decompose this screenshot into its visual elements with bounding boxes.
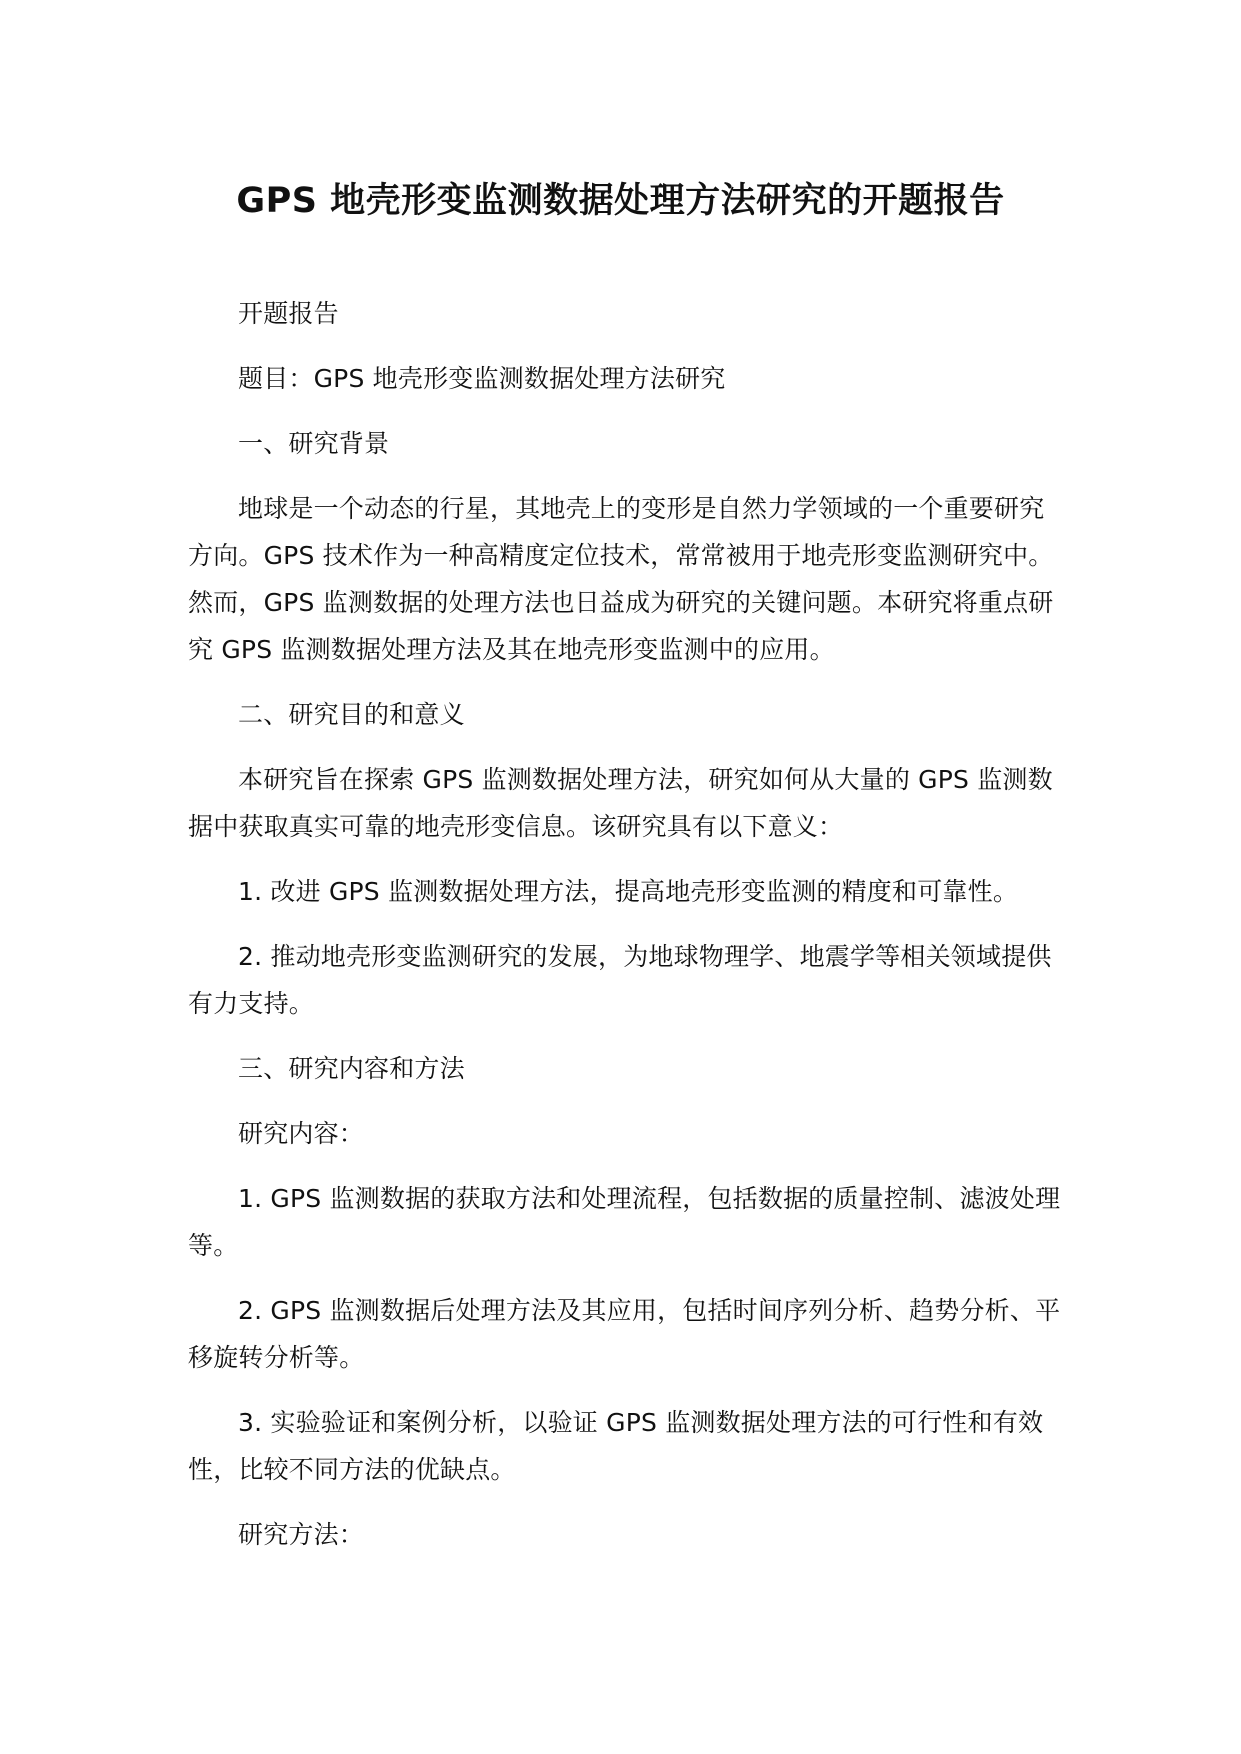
section-heading-purpose: 二、研究目的和意义	[238, 700, 465, 729]
topic-line: 题目：GPS 地壳形变监测数据处理方法研究	[238, 364, 726, 393]
paragraph-purpose: 本研究旨在探索 GPS 监测数据处理方法，研究如何从大量的 GPS 监测数据中获取真实可靠的地壳形变信息。该研究具有以下意义：	[188, 765, 1053, 841]
subheading-methods: 研究方法：	[238, 1520, 365, 1549]
document-title: GPS 地壳形变监测数据处理方法研究的开题报告	[236, 181, 1005, 221]
subheading-content: 研究内容：	[238, 1119, 365, 1148]
list-item-significance-2: 2. 推动地壳形变监测研究的发展，为地球物理学、地震学等相关领域提供有力支持。	[188, 942, 1052, 1018]
list-item-content-3: 3. 实验验证和案例分析，以验证 GPS 监测数据处理方法的可行性和有效性，比较不同方法的优缺点。	[188, 1408, 1044, 1484]
report-label: 开题报告	[238, 299, 339, 328]
document-body	[188, 290, 1068, 1576]
list-item-content-1: 1. GPS 监测数据的获取方法和处理流程，包括数据的质量控制、滤波处理等。	[188, 1184, 1061, 1260]
paragraph-background: 地球是一个动态的行星，其地壳上的变形是自然力学领域的一个重要研究方向。GPS 技术作为一种高精度定位技术，常常被用于地壳形变监测研究中。然而，GPS 监测数据的处理方法也日益成为研究的关键问题。本研究将重点研究 GPS 监测数据处理方法及其在地壳形变监测中的应用。	[188, 494, 1054, 664]
list-item-significance-1: 1. 改进 GPS 监测数据处理方法，提高地壳形变监测的精度和可靠性。	[238, 877, 1019, 906]
list-item-content-2: 2. GPS 监测数据后处理方法及其应用，包括时间序列分析、趋势分析、平移旋转分析等。	[188, 1296, 1061, 1372]
section-heading-background: 一、研究背景	[238, 429, 390, 458]
section-heading-content-methods: 三、研究内容和方法	[238, 1054, 465, 1083]
